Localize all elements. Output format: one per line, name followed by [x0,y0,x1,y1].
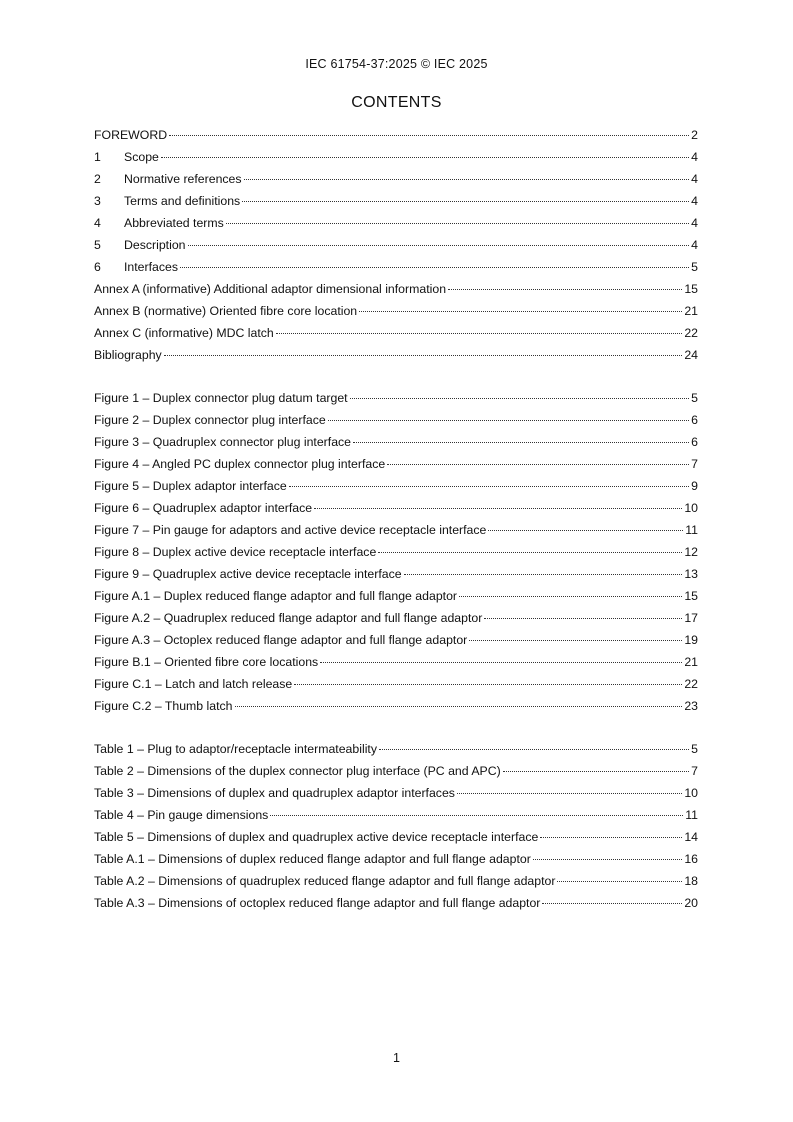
toc-entry-number: 1 [94,150,101,164]
toc-entry-page: 16 [684,852,698,866]
toc-entry[interactable] [94,322,698,344]
toc-entry-page: 11 [685,523,698,537]
dot-leader [540,825,682,838]
toc-entry-page: 5 [691,260,698,274]
dot-leader [188,233,690,246]
toc-entry-page: 17 [684,611,698,625]
toc-table-entry[interactable] [94,892,698,914]
toc-entry-label: Scope [124,150,159,164]
toc-entry-label: Figure B.1 – Oriented fibre core locations [94,655,319,669]
toc-entry-page: 5 [691,391,698,405]
toc-entry[interactable] [94,256,698,278]
toc-entry[interactable] [94,212,698,234]
dot-leader [353,430,689,443]
toc-table-entry[interactable] [94,782,698,804]
dot-leader [289,474,689,487]
toc-entry-page: 23 [684,699,698,713]
toc-entry-page: 9 [691,479,698,493]
dot-leader [169,123,689,136]
toc-entry[interactable] [94,190,698,212]
dot-leader [359,299,682,312]
toc-entry-page: 24 [684,348,698,362]
dot-leader [469,628,682,641]
dot-leader [314,496,682,509]
toc-figure-entry[interactable] [94,673,698,695]
toc-entry-page: 13 [684,567,698,581]
toc-figure-entry[interactable] [94,497,698,519]
dot-leader [226,211,689,224]
toc-table-entry[interactable] [94,848,698,870]
toc-entry-label: Table 3 – Dimensions of duplex and quadruplex adaptor interfaces [94,786,455,800]
toc-entry-number: 5 [94,238,101,252]
toc-entry-page: 19 [684,633,698,647]
toc-figure-entry[interactable] [94,651,698,673]
toc-entry-label: Bibliography [94,348,162,362]
toc-entry-label: Figure A.2 – Quadruplex reduced flange adaptor and full flange adaptor [94,611,483,625]
toc-figure-entry[interactable] [94,607,698,629]
toc-entry-page: 15 [684,282,698,296]
toc-entry-page: 10 [684,501,698,515]
toc-entry-label: FOREWORD [94,128,168,142]
toc-entry-label: Figure 3 – Quadruplex connector plug interface [94,435,352,449]
dot-leader [484,606,682,619]
dot-leader [557,869,682,882]
toc-tables-section [94,738,698,914]
toc-entry-page: 4 [691,238,698,252]
dot-leader [244,167,690,180]
toc-entry-label: Annex A (informative) Additional adaptor dimensional information [94,282,447,296]
toc-entry-label: Figure C.2 – Thumb latch [94,699,233,713]
toc-figure-entry[interactable] [94,695,698,717]
page-number: 1 [393,1051,400,1065]
toc-entry[interactable] [94,300,698,322]
toc-figure-entry[interactable] [94,387,698,409]
toc-entry-page: 22 [684,677,698,691]
toc-figure-entry[interactable] [94,475,698,497]
toc-entry-label: Annex C (informative) MDC latch [94,326,274,340]
dot-leader [404,562,683,575]
toc-table-entry[interactable] [94,826,698,848]
toc-figure-entry[interactable] [94,563,698,585]
toc-entry-label: Figure 2 – Duplex connector plug interface [94,413,326,427]
toc-figure-entry[interactable] [94,585,698,607]
dot-leader [180,255,689,268]
toc-table-entry[interactable] [94,738,698,760]
toc-entry-label: Terms and definitions [124,194,241,208]
toc-entry-label: Table 2 – Dimensions of the duplex connector plug interface (PC and APC) [94,764,501,778]
dot-leader [387,452,689,465]
toc-entry-label: Figure 8 – Duplex active device receptacle interface [94,545,377,559]
dot-leader [533,847,682,860]
toc-entry-label: Figure A.1 – Duplex reduced flange adaptor and full flange adaptor [94,589,458,603]
dot-leader [542,891,682,904]
toc-entry-page: 4 [691,216,698,230]
toc-entry-label: Figure 7 – Pin gauge for adaptors and active device receptacle interface [94,523,487,537]
dot-leader [350,386,690,399]
toc-entry-page: 7 [691,764,698,778]
toc-entry-label: Figure A.3 – Octoplex reduced flange adaptor and full flange adaptor [94,633,468,647]
toc-entry-label: Table 4 – Pin gauge dimensions [94,808,269,822]
dot-leader [457,781,682,794]
toc-entry-page: 6 [691,435,698,449]
toc-entry-page: 11 [685,808,698,822]
toc-entry[interactable] [94,234,698,256]
toc-entry-label: Table A.3 – Dimensions of octoplex reduced flange adaptor and full flange adaptor [94,896,541,910]
toc-entry-label: Figure 9 – Quadruplex active device receptacle interface [94,567,402,581]
dot-leader [328,408,689,421]
toc-entry-label: Table 1 – Plug to adaptor/receptacle intermateability [94,742,377,756]
toc-entry-page: 4 [691,150,698,164]
toc-entry-label: Table A.2 – Dimensions of quadruplex reduced flange adaptor and full flange adaptor [94,874,556,888]
toc-entry-label: Figure 5 – Duplex adaptor interface [94,479,287,493]
toc-entry-page: 4 [691,172,698,186]
dot-leader [161,145,689,158]
dot-leader [242,189,689,202]
toc-entry-page: 2 [691,128,698,142]
toc-entry[interactable] [94,146,698,168]
toc-entry-page: 6 [691,413,698,427]
toc-figure-entry[interactable] [94,629,698,651]
toc-entry-label: Figure 4 – Angled PC duplex connector plug interface [94,457,386,471]
toc-entry[interactable] [94,124,698,146]
toc-entry-number: 2 [94,172,101,186]
toc-entry-page: 15 [684,589,698,603]
toc-entry-number: 3 [94,194,101,208]
dot-leader [276,321,683,334]
page-header: IEC 61754-37:2025 © IEC 2025 [305,57,488,71]
toc-entry-page: 18 [684,874,698,888]
dot-leader [488,518,683,531]
toc-entry[interactable] [94,168,698,190]
toc-entry-page: 10 [684,786,698,800]
toc-entry-page: 20 [684,896,698,910]
toc-figure-entry[interactable] [94,453,698,475]
dot-leader [378,540,682,553]
toc-table-entry[interactable] [94,870,698,892]
toc-figure-entry[interactable] [94,409,698,431]
toc-entry-page: 22 [684,326,698,340]
toc-main-section [94,124,698,366]
toc-figure-entry[interactable] [94,431,698,453]
toc-entry-page: 21 [684,304,698,318]
toc-entry-label: Description [124,238,186,252]
toc-entry-page: 5 [691,742,698,756]
toc-entry-label: Figure 6 – Quadruplex adaptor interface [94,501,313,515]
toc-entry-label: Table 5 – Dimensions of duplex and quadruplex active device receptacle interface [94,830,539,844]
toc-entry-label: Figure 1 – Duplex connector plug datum target [94,391,348,405]
toc-figures-section [94,387,698,717]
dot-leader [294,672,682,685]
toc-entry[interactable] [94,344,698,366]
dot-leader [503,759,689,772]
toc-entry-label: Annex B (normative) Oriented fibre core location [94,304,358,318]
toc-entry-label: Figure C.1 – Latch and latch release [94,677,293,691]
toc-entry[interactable] [94,278,698,300]
dot-leader [235,694,683,707]
toc-table-entry[interactable] [94,760,698,782]
dot-leader [459,584,682,597]
toc-entry-page: 12 [684,545,698,559]
dot-leader [320,650,682,663]
toc-entry-page: 21 [684,655,698,669]
toc-entry-page: 14 [684,830,698,844]
toc-entry-label: Table A.1 – Dimensions of duplex reduced flange adaptor and full flange adaptor [94,852,531,866]
toc-entry-label: Abbreviated terms [124,216,224,230]
toc-figure-entry[interactable] [94,541,698,563]
toc-entry-number: 6 [94,260,101,274]
dot-leader [270,803,683,816]
toc-figure-entry[interactable] [94,519,698,541]
toc-entry-page: 4 [691,194,698,208]
toc-entry-number: 4 [94,216,101,230]
dot-leader [379,737,689,750]
toc-entry-label: Interfaces [124,260,178,274]
toc-entry-label: Normative references [124,172,242,186]
dot-leader [448,277,682,290]
page-title: CONTENTS [351,94,442,111]
toc-entry-page: 7 [691,457,698,471]
toc-table-entry[interactable] [94,804,698,826]
dot-leader [164,343,683,356]
